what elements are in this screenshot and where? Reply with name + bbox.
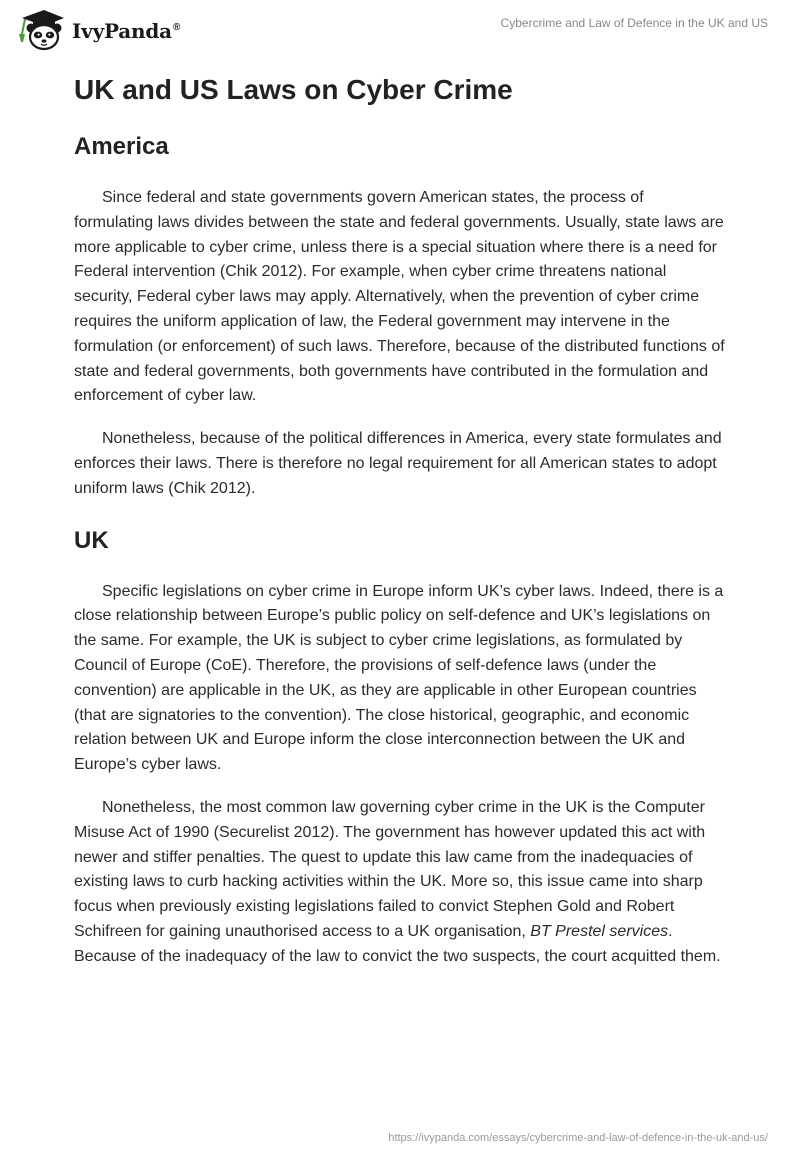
page-header (0, 0, 800, 60)
paragraph: Nonetheless, because of the political differences in America, every state formulates and enforces their laws. There is therefore no legal requirement for all American states to adopt uniform laws (Chik 2012). (74, 430, 722, 497)
brand-name: IvyPanda® (72, 19, 181, 43)
paragraph-text: . Because of the inadequacy of the law to convict the two suspects, the court acquitted them. (74, 922, 721, 965)
panda-graduate-logo-icon (14, 8, 66, 52)
registered-mark: ® (172, 22, 181, 34)
page-title: UK and US Laws on Cyber Crime (74, 74, 513, 105)
paragraph (74, 796, 726, 970)
emphasized-text: BT Prestel services (530, 922, 669, 940)
paragraph: Specific legislations on cyber crime in Europe inform UK’s cyber laws. Indeed, there is a close relationship between Europe’s public policy on self-defence and UK’s legislations on the same. For example, the UK is subject to cyber crime legislations, as formulated by Council of Europe (CoE). Therefore, the provisions of self-defence laws (under the convention) are applicable in the UK, as they are applicable in other European countries (that are signatories to the convention). The close historical, geographic, and economic relation between UK and Europe inform the close interconnection between the UK and Europe’s cyber laws. (74, 582, 724, 774)
section-heading-uk: UK (74, 526, 109, 554)
source-url[interactable]: https://ivypanda.com/essays/cybercrime-and-law-of-defence-in-the-uk-and-us/ (388, 1132, 768, 1144)
paragraph: Since federal and state governments govern American states, the process of formulating laws divides between the state and federal governments. Usually, state laws are more applicable to cyber crime, unless there is a special situation where there is a need for Federal intervention (Chik 2012). For example, when cyber crime threatens national security, Federal cyber laws may apply. Alternatively, when the prevention of cyber crime requires the uniform application of law, the Federal government may intervene in the formulation (or enforcement) of such laws. Therefore, because of the distributed functions of state and federal governments, both governments have contributed in the formulation and enforcement of cyber law. (74, 189, 725, 405)
document-title: Cybercrime and Law of Defence in the UK and US (500, 16, 768, 30)
brand-logo[interactable] (14, 8, 180, 52)
section-heading-america: America (74, 133, 169, 160)
article (74, 70, 726, 970)
paragraph-text: Nonetheless, the most common law governing cyber crime in the UK is the Computer Misuse Act of 1990 (Securelist 2012). The government has however updated this act with newer and stiffer penalties. The quest to update this law came from the inadequacies of existing laws to curb hacking activities within the UK. More so, this issue came into sharp focus when previously existing legislations failed to convict Stephen Gold and Robert Schifreen for gaining unauthorised access to a UK organisation, (74, 798, 706, 940)
